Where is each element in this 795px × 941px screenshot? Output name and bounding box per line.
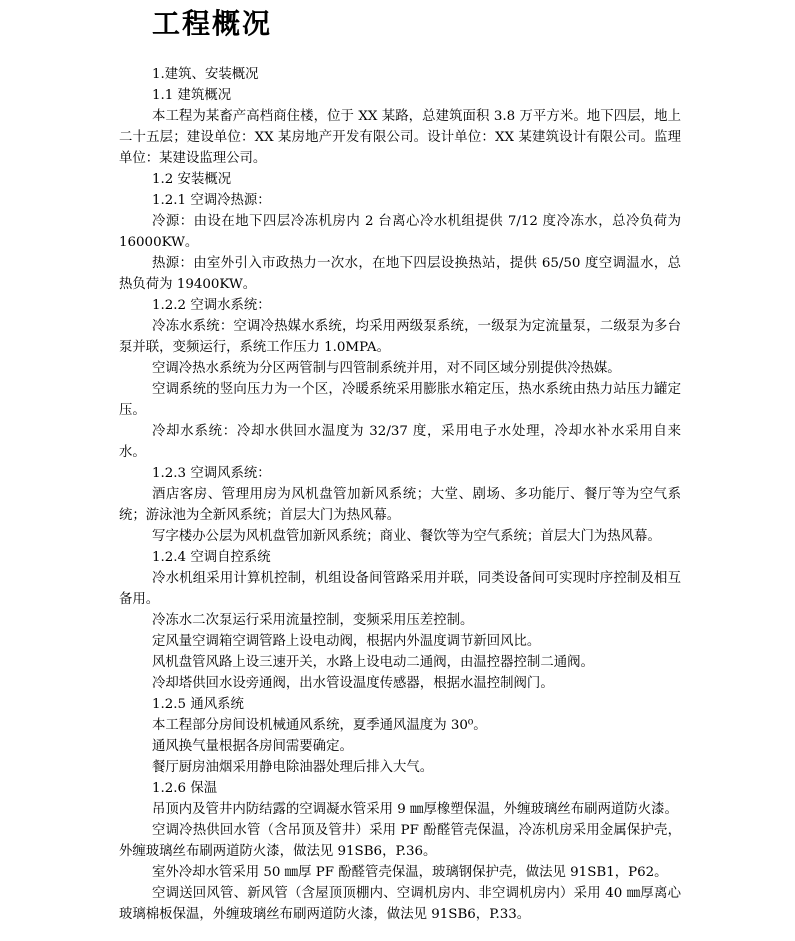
document-body: [119, 64, 681, 925]
body-paragraph: 冷源：由设在地下四层冷冻机房内 2 台离心冷水机组提供 7/12 度冷冻水，总冷负荷为 16000KW。: [119, 214, 681, 250]
body-paragraph: 定风量空调箱空调管路上设电动阀，根据内外温度调节新回风比。: [152, 634, 541, 649]
body-paragraph: 冷冻水系统：空调冷热媒水系统，均采用两级泵系统，一级泵为定流量泵，二级泵为多台泵并联，变频运行，系统工作压力 1.0MPA。: [119, 319, 681, 355]
body-paragraph: 餐厅厨房油烟采用静电除油器处理后排入大气。: [152, 760, 434, 775]
section-heading: 1.2.5 通风系统: [152, 697, 244, 712]
body-paragraph: 冷冻水二次泵运行采用流量控制，变频采用压差控制。: [152, 613, 474, 628]
section-heading: 1.2.4 空调自控系统: [152, 550, 271, 565]
page-title: 工程概况: [152, 7, 273, 40]
body-paragraph: 写字楼办公层为风机盘管加新风系统；商业、餐饮等为空气系统；首层大门为热风幕。: [152, 529, 661, 544]
section-heading: 1.2.1 空调冷热源：: [152, 193, 271, 208]
body-paragraph: 冷水机组采用计算机控制，机组设备间管路采用并联，同类设备间可实现时序控制及相互备用。: [119, 571, 681, 607]
body-paragraph: 冷却水系统：冷却水供回水温度为 32/37 度，采用电子水处理，冷却水补水采用自来水。: [119, 424, 681, 460]
body-paragraph: 室外冷却水管采用 50 ㎜厚 PF 酚醛管壳保温，玻璃钢保护壳，做法见 91SB1，P62。: [152, 865, 668, 880]
section-heading: 1.1 建筑概况: [152, 88, 232, 103]
section-heading: 1.建筑、安装概况: [152, 67, 259, 82]
section-heading: 1.2.2 空调水系统：: [152, 298, 271, 313]
body-paragraph: 本工程部分房间设机械通风系统，夏季通风温度为 30⁰。: [152, 718, 487, 733]
section-heading: 1.2 安装概况: [152, 172, 232, 187]
body-paragraph: 冷却塔供回水设旁通阀，出水管设温度传感器，根据水温控制阀门。: [152, 676, 554, 691]
section-heading: 1.2.6 保温: [152, 781, 218, 796]
body-paragraph: 风机盘管风路上设三速开关，水路上设电动二通阀，由温控器控制二通阀。: [152, 655, 594, 670]
body-paragraph: 空调系统的竖向压力为一个区，冷暖系统采用膨胀水箱定压，热水系统由热力站压力罐定压。: [119, 382, 681, 418]
body-paragraph: 本工程为某畜产高档商住楼，位于 XX 某路，总建筑面积 3.8 万平方米。地下四层，地上二十五层；建设单位：XX 某房地产开发有限公司。设计单位：XX 某建筑设计有限公司。监理单位：某建设监理公司。: [119, 109, 681, 166]
body-paragraph: 空调送回风管、新风管（含屋顶顶棚内、空调机房内、非空调机房内）采用 40 ㎜厚离心玻璃棉板保温，外缠玻璃丝布刷两道防火漆，做法见 91SB6，P.33。: [119, 886, 681, 922]
body-paragraph: 通风换气量根据各房间需要确定。: [152, 739, 353, 754]
body-paragraph: 酒店客房、管理用房为风机盘管加新风系统；大堂、剧场、多功能厅、餐厅等为空气系统；游泳池为全新风系统；首层大门为热风幕。: [119, 487, 681, 523]
body-paragraph: 空调冷热水系统为分区两管制与四管制系统并用，对不同区域分别提供冷热媒。: [152, 361, 621, 376]
section-heading: 1.2.3 空调风系统：: [152, 466, 271, 481]
body-paragraph: 空调冷热供回水管（含吊顶及管井）采用 PF 酚醛管壳保温，冷冻机房采用金属保护壳，外缠玻璃丝布刷两道防火漆，做法见 91SB6，P.36。: [119, 823, 681, 859]
body-paragraph: 吊顶内及管井内防结露的空调凝水管采用 9 ㎜厚橡塑保温，外缠玻璃丝布刷两道防火漆。: [152, 802, 678, 817]
body-paragraph: 热源：由室外引入市政热力一次水，在地下四层设换热站，提供 65/50 度空调温水，总热负荷为 19400KW。: [119, 256, 681, 292]
